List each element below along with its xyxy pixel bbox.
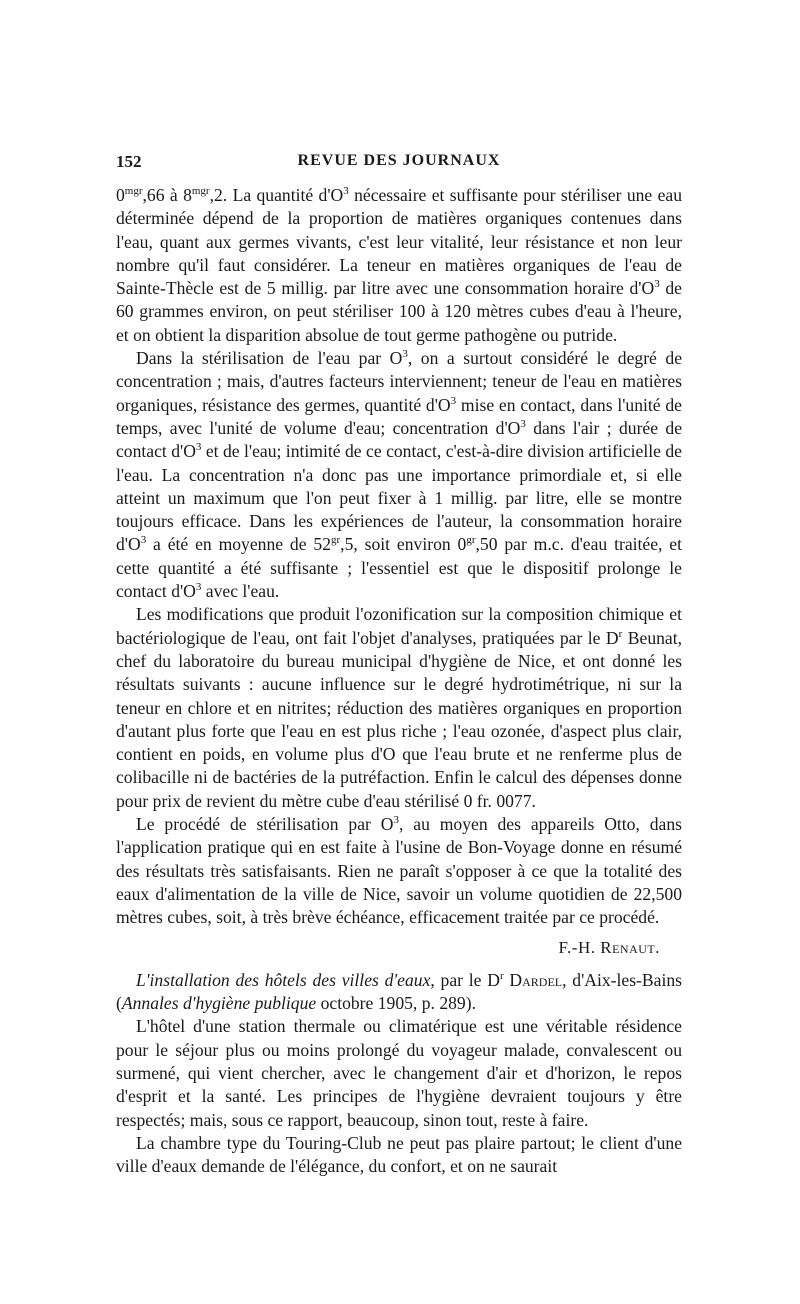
- citation-author: Dardel: [503, 969, 563, 990]
- paragraph-hotel-residence: L'hôtel d'une station thermale ou climatérique est une véritable résidence pour le séjour plus ou moins prolongé du voyageur malade, convalescent ou surmené, qui vient chercher, avec le changement d'air et d'horizon, le repos d'esprit et la santé. Les principes de l'hygiène devraient toujours y être respectés; mais, sous ce rapport, beaucoup, sinon tout, reste à faire.: [116, 1016, 682, 1130]
- citation-title: L'installation des hôtels des villes d'eaux: [136, 969, 431, 990]
- page-header: [116, 152, 682, 178]
- paragraph-touring-club: La chambre type du Touring-Club ne peut pas plaire partout; le client d'une ville d'eaux demande de l'élégance, du confort, et on ne saurait: [116, 1132, 682, 1177]
- paragraph-sterilisation-factors: Dans la stérilisation de l'eau par $O^3$, on a surtout considéré le degré de concentration ; mais, d'autres facteurs interviennent; teneur de l'eau en matières organiques, résistance des germes, quantité $d'O^3$ mise en contact, dans l'unité de temps, avec l'unité de volume d'eau; concentration $d'O^3$ dans l'air ; durée de contact $d'O^3$ et de l'eau; intimité de ce contact, c'est-à-dire division artificielle de l'eau. La concentration n'a donc pas une importance primordiale et, si elle atteint un maximum que l'on peut fixer à 1 millig. par litre, elle se montre toujours efficace. Dans les expériences de l'auteur, la consommation horaire $d'O^3$ a été en moyenne de $52^{gr},5$, soit environ $0^{gr},50$ par m.c. d'eau traitée, et cette quantité a été suffisante ; l'essentiel est que le dispositif prolonge le contact $d'O^3$ avec l'eau.: [116, 348, 682, 602]
- author-signature: F.-H. Renaut.: [558, 937, 660, 957]
- citation-journal: Annales d'hygiène publique: [121, 993, 317, 1014]
- paragraph-conclusion: Le procédé de stérilisation par $O^3$, au moyen des appareils Otto, dans l'application pratique qui en est faite à l'usine de Bon-Voyage donne en résumé des résultats très satisfaisants. Rien ne paraît s'opposer à ce que la totalité des eaux d'alimentation de la ville de Nice, savoir un volume quotidien de 22,500 mètres cubes, soit, à très brève échéance, efficacement traitée par ce procédé.: [116, 814, 683, 928]
- paragraph-ozone-quantity: $0^{mgr},66$ à $8^{mgr},2$. La quantité $d'O^3$ nécessaire et suffisante pour stériliser une eau déterminée dépend de la proportion de matières organiques contenues dans l'eau, quant aux germes vivants, c'est leur vitalité, leur résistance et non leur nombre qu'il faut considérer. La teneur en matières organiques de l'eau de Sainte-Thècle est de 5 millig. par litre avec une consommation horaire $d'O^3$ de 60 grammes environ, on peut stériliser 100 à 120 mètres cubes d'eau à l'heure, et on obtient la disparition absolue de tout germe pathogène ou putride.: [116, 185, 682, 345]
- paragraph-chemical-analysis: Les modifications que produit l'ozonification sur la composition chimique et bactériologique de l'eau, ont fait l'objet d'analyses, pratiquées par le $D^r$ Beunat, chef du laboratoire du bureau municipal d'hygiène de Nice, et ont donné les résultats suivants : aucune influence sur le degré hydrotimétrique, ni sur la teneur en chlore et en nitrites; réduction des matières organiques en proportion d'autant plus forte que l'eau en est plus riche ; l'eau ozonée, d'aspect plus clair, contient en poids, en volume plus d'O que l'eau brute et ne renferme plus de colibacille ni de bactéries de la putréfaction. Enfin le calcul des dépenses donne pour prix de revient du mètre cube d'eau stérilisé 0 fr. 0077.: [116, 604, 683, 811]
- article-citation: L'installation des hôtels des villes d'eaux, par le $D^r$ Dardel, d'Aix-les-Bains (Annales d'hygiène publique octobre 1905, p. 289).: [116, 969, 682, 1014]
- page-content: [116, 152, 682, 1178]
- running-title: REVUE DES JOURNAUX: [297, 152, 501, 169]
- page-number: 152: [116, 152, 142, 171]
